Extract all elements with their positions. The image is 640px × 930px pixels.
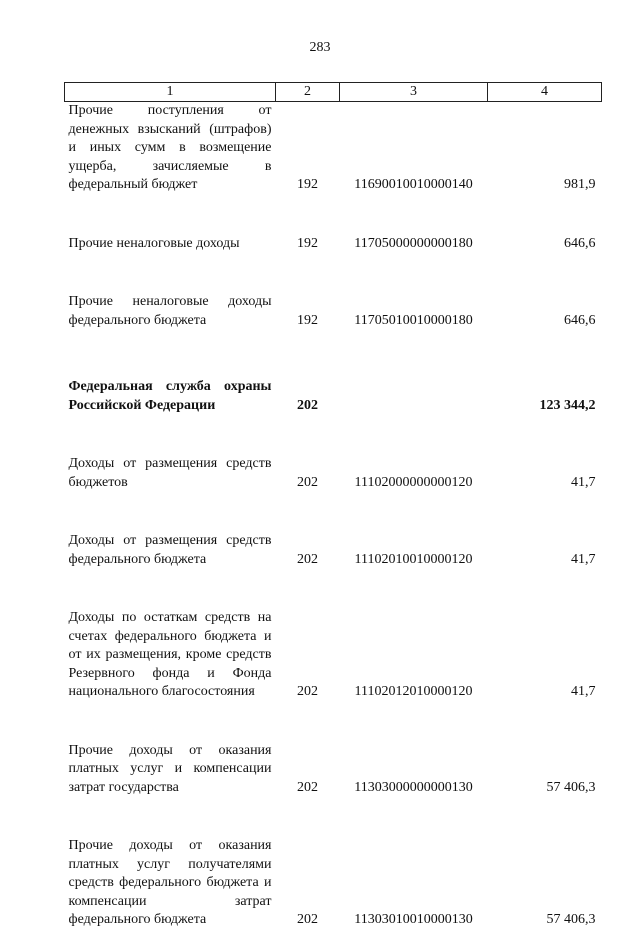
row-amount: 57 406,3 [546,779,596,795]
row-admin-code: 192 [297,235,318,251]
row-spacer [65,569,602,609]
header-col-4: 4 [488,83,602,102]
row-admin-code: 192 [297,177,318,192]
row-admin-code: 202 [297,684,318,699]
row-revenue-code: 11102012010000120 [354,684,473,699]
row-name: Доходы от размещения средств бюджетов [68,456,272,490]
table-row [65,742,602,798]
row-spacer [65,195,602,235]
row-amount: 41,7 [571,551,596,567]
page-number: 283 [309,40,331,55]
table-row [65,102,602,195]
table-row-section [65,378,602,415]
row-revenue-code: 11303000000000130 [354,779,473,795]
row-revenue-code: 11102000000000120 [354,474,473,490]
table-row [65,455,602,492]
row-name: Прочие доходы от оказания платных услуг и компенсации затрат государства [68,742,272,795]
table-row [65,235,602,254]
table-row [65,532,602,569]
row-revenue-code [340,378,488,415]
row-revenue-code: 11690010010000140 [354,177,473,192]
row-admin-code: 192 [297,312,318,328]
row-admin-code: 202 [297,912,318,927]
row-spacer [65,253,602,293]
row-spacer [65,415,602,455]
row-name: Прочие неналоговые доходы федерального бюджета [68,294,272,328]
budget-revenue-table [64,82,602,930]
row-name: Федеральная служба охраны Российской Федерации [68,379,272,413]
row-spacer [65,797,602,837]
row-name: Доходы по остаткам средств на счетах федерального бюджета и от их размещения, кроме средств Резервного фонда и Фонда национального благосостояния [68,610,272,699]
row-revenue-code: 11705000000000180 [354,235,473,251]
header-row [65,83,602,102]
table-body [65,102,602,930]
row-amount: 123 344,2 [539,397,596,413]
row-amount: 57 406,3 [546,912,596,927]
row-name: Прочие неналоговые доходы [68,235,240,251]
row-revenue-code: 11102010010000120 [354,551,473,567]
row-admin-code: 202 [297,397,318,413]
row-amount: 646,6 [564,235,596,251]
row-spacer [65,330,602,378]
row-spacer [65,702,602,742]
table-header [65,83,602,102]
row-amount: 646,6 [564,312,596,328]
row-name: Доходы от размещения средств федерального бюджета [68,533,272,567]
row-spacer [65,492,602,532]
header-col-3: 3 [340,83,488,102]
row-name: Прочие доходы от оказания платных услуг получателями средств федерального бюджета и компенсации затрат федерального бюджета [68,838,272,927]
table-row [65,293,602,330]
row-admin-code: 202 [297,551,318,567]
row-revenue-code: 11705010010000180 [354,312,473,328]
row-amount: 41,7 [571,684,596,699]
header-col-2: 2 [276,83,340,102]
row-amount: 981,9 [564,177,596,192]
table-row [65,609,602,702]
row-admin-code: 202 [297,474,318,490]
row-amount: 41,7 [571,474,596,490]
row-revenue-code: 11303010010000130 [354,912,473,927]
row-name: Прочие поступления от денежных взысканий (штрафов) и иных сумм в возмещение ущерба, зачисляемые в федеральный бюджет [68,103,272,192]
row-admin-code: 202 [297,779,318,795]
table-row [65,837,602,930]
header-col-1: 1 [65,83,276,102]
